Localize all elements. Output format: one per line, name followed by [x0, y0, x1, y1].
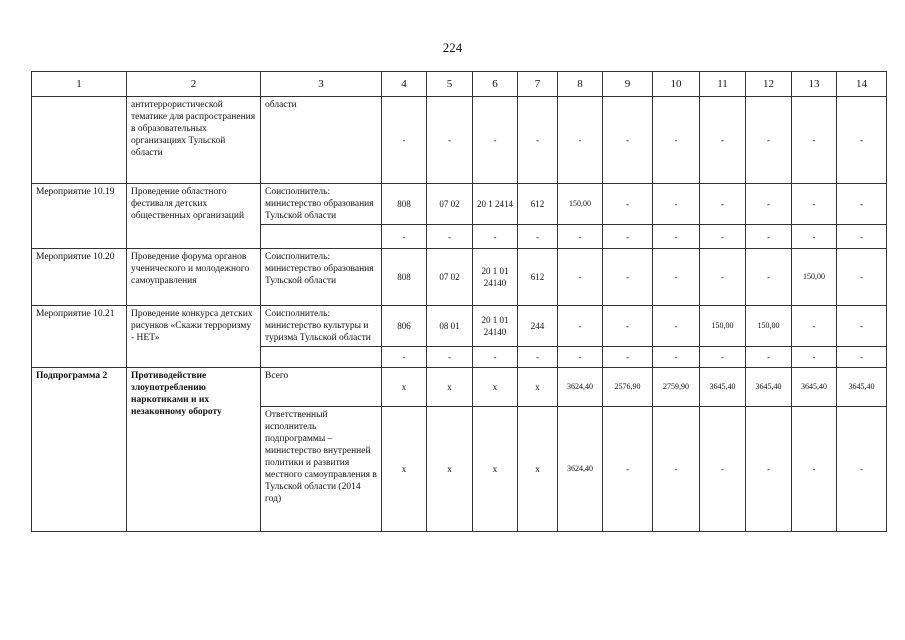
value-cell: - [837, 306, 887, 347]
value-cell: 20 1 01 24140 [473, 306, 518, 347]
value-cell: 2759,90 [653, 368, 700, 407]
value-cell: 3624,40 [558, 407, 603, 532]
value-cell: - [837, 225, 887, 249]
value-cell: - [700, 347, 746, 368]
value-cell: - [382, 225, 427, 249]
activity-code-cell: Мероприятие 10.20 [32, 249, 127, 306]
value-cell: - [558, 225, 603, 249]
column-header: 12 [746, 72, 792, 97]
value-cell: - [518, 347, 558, 368]
value-cell: 07 02 [427, 184, 473, 225]
budget-table [31, 71, 887, 532]
value-cell: - [603, 249, 653, 306]
value-cell: - [653, 249, 700, 306]
value-cell: 20 1 2414 [473, 184, 518, 225]
value-cell: х [427, 368, 473, 407]
value-cell: х [518, 368, 558, 407]
value-cell: 244 [518, 306, 558, 347]
activity-description-cell: Проведение областного фестиваля детских общественных организаций [127, 184, 261, 249]
value-cell: 08 01 [427, 306, 473, 347]
column-header: 4 [382, 72, 427, 97]
value-cell: - [700, 97, 746, 184]
value-cell: 3645,40 [700, 368, 746, 407]
value-cell: х [473, 407, 518, 532]
value-cell: - [653, 184, 700, 225]
value-cell: - [746, 184, 792, 225]
column-header: 9 [603, 72, 653, 97]
value-cell: - [558, 97, 603, 184]
executor-cell [261, 225, 382, 249]
value-cell: - [427, 347, 473, 368]
table-header-row [32, 72, 887, 97]
value-cell: - [700, 225, 746, 249]
value-cell: х [382, 407, 427, 532]
value-cell: - [700, 407, 746, 532]
column-header: 11 [700, 72, 746, 97]
value-cell: - [792, 306, 837, 347]
value-cell: 20 1 01 24140 [473, 249, 518, 306]
column-header: 3 [261, 72, 382, 97]
table-row [32, 368, 887, 407]
value-cell: - [837, 184, 887, 225]
executor-cell [261, 347, 382, 368]
executor-cell: области [261, 97, 382, 184]
value-cell: 150,00 [746, 306, 792, 347]
value-cell: 150,00 [792, 249, 837, 306]
value-cell: - [837, 347, 887, 368]
value-cell: - [746, 97, 792, 184]
executor-cell: Ответственный исполнитель подпрограммы – министерство внутренней политики и развития местного самоуправления в Тульской области (2014 год) [261, 407, 382, 532]
executor-cell: Всего [261, 368, 382, 407]
executor-cell: Соисполнитель: министерство культуры и туризма Тульской области [261, 306, 382, 347]
value-cell: - [746, 347, 792, 368]
column-header: 7 [518, 72, 558, 97]
value-cell: - [558, 347, 603, 368]
value-cell: 612 [518, 184, 558, 225]
value-cell: - [603, 225, 653, 249]
value-cell: - [746, 407, 792, 532]
value-cell: - [792, 225, 837, 249]
value-cell: - [792, 407, 837, 532]
value-cell: 3645,40 [837, 368, 887, 407]
value-cell: х [518, 407, 558, 532]
value-cell: - [603, 97, 653, 184]
value-cell: х [427, 407, 473, 532]
column-header: 13 [792, 72, 837, 97]
value-cell: 3645,40 [746, 368, 792, 407]
activity-description-cell: Противодействие злоупотреблению наркотиками и их незаконному обороту [127, 368, 261, 532]
value-cell: - [653, 306, 700, 347]
value-cell: 808 [382, 184, 427, 225]
value-cell: - [700, 184, 746, 225]
activity-description-cell: Проведение форума органов ученического и молодежного самоуправления [127, 249, 261, 306]
activity-code-cell: Мероприятие 10.19 [32, 184, 127, 249]
value-cell: - [473, 97, 518, 184]
value-cell: - [653, 347, 700, 368]
value-cell: - [837, 249, 887, 306]
value-cell: - [518, 97, 558, 184]
value-cell: 150,00 [700, 306, 746, 347]
executor-cell: Соисполнитель: министерство образования Тульской области [261, 249, 382, 306]
table-row [32, 97, 887, 184]
value-cell: - [473, 347, 518, 368]
value-cell: - [653, 97, 700, 184]
executor-cell: Соисполнитель: министерство образования Тульской области [261, 184, 382, 225]
activity-code-cell [32, 97, 127, 184]
value-cell: 806 [382, 306, 427, 347]
value-cell: - [558, 249, 603, 306]
column-header: 1 [32, 72, 127, 97]
value-cell: - [837, 97, 887, 184]
value-cell: - [746, 225, 792, 249]
value-cell: х [473, 368, 518, 407]
value-cell: - [837, 407, 887, 532]
activity-code-cell: Подпрограмма 2 [32, 368, 127, 532]
value-cell: - [792, 184, 837, 225]
value-cell: - [427, 225, 473, 249]
value-cell: - [792, 347, 837, 368]
column-header: 6 [473, 72, 518, 97]
table-row [32, 306, 887, 347]
value-cell: 808 [382, 249, 427, 306]
value-cell: - [558, 306, 603, 347]
column-header: 10 [653, 72, 700, 97]
value-cell: 3624,40 [558, 368, 603, 407]
value-cell: 3645,40 [792, 368, 837, 407]
activity-description-cell: антитеррористической тематике для распространения в образовательных организациях Тульской области [127, 97, 261, 184]
value-cell: - [473, 225, 518, 249]
value-cell: 150,00 [558, 184, 603, 225]
value-cell: - [603, 306, 653, 347]
activity-code-cell: Мероприятие 10.21 [32, 306, 127, 368]
value-cell: - [518, 225, 558, 249]
value-cell: - [653, 407, 700, 532]
value-cell: - [603, 407, 653, 532]
column-header: 5 [427, 72, 473, 97]
value-cell: 612 [518, 249, 558, 306]
table-row [32, 184, 887, 225]
column-header: 14 [837, 72, 887, 97]
value-cell: - [603, 347, 653, 368]
value-cell: - [382, 347, 427, 368]
value-cell: 2576,90 [603, 368, 653, 407]
page-number: 224 [442, 40, 463, 55]
value-cell: - [700, 249, 746, 306]
value-cell: - [746, 249, 792, 306]
value-cell: - [792, 97, 837, 184]
value-cell: 07 02 [427, 249, 473, 306]
column-header: 8 [558, 72, 603, 97]
activity-description-cell: Проведение конкурса детских рисунков «Скажи терроризму - НЕТ» [127, 306, 261, 368]
table-row [32, 249, 887, 306]
value-cell: - [603, 184, 653, 225]
value-cell: - [427, 97, 473, 184]
value-cell: - [382, 97, 427, 184]
value-cell: х [382, 368, 427, 407]
value-cell: - [653, 225, 700, 249]
column-header: 2 [127, 72, 261, 97]
